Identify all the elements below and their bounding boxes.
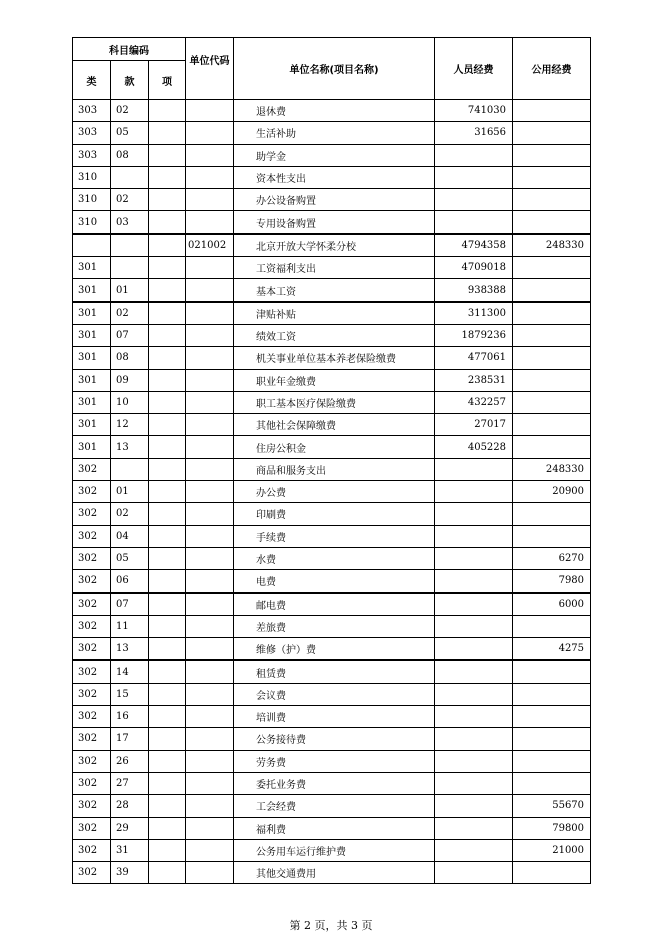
xiang-cell [149, 211, 186, 234]
table-row [73, 391, 591, 413]
lei-cell: 301 [73, 302, 111, 325]
xiang-cell [149, 369, 186, 391]
item-name-cell: 劳务费 [234, 750, 435, 772]
unit-code-cell [186, 302, 234, 325]
unit-code-cell [186, 728, 234, 750]
lei-cell: 301 [73, 347, 111, 369]
item-name-cell: 机关事业单位基本养老保险缴费 [234, 347, 435, 369]
personnel-cell: 432257 [435, 391, 513, 413]
table-row [73, 817, 591, 839]
unit-code-cell [186, 436, 234, 458]
public-cell: 248330 [513, 234, 591, 257]
unit-code-cell [186, 347, 234, 369]
xiang-cell [149, 100, 186, 122]
item-name-cell: 电费 [234, 570, 435, 593]
unit-code-cell [186, 706, 234, 728]
personnel-cell [435, 593, 513, 616]
lei-cell: 303 [73, 144, 111, 166]
personnel-cell [435, 525, 513, 547]
kuan-cell: 31 [111, 839, 149, 861]
public-cell [513, 525, 591, 547]
table-row [73, 750, 591, 772]
xiang-cell [149, 706, 186, 728]
table-body [73, 100, 591, 884]
table-row [73, 660, 591, 683]
kuan-cell [111, 166, 149, 188]
lei-cell: 303 [73, 100, 111, 122]
personnel-cell [435, 660, 513, 683]
public-cell [513, 750, 591, 772]
unit-code-cell [186, 503, 234, 525]
item-name-cell: 绩效工资 [234, 324, 435, 346]
xiang-cell [149, 750, 186, 772]
public-cell: 6000 [513, 593, 591, 616]
item-name-cell: 住房公积金 [234, 436, 435, 458]
unit-code-cell: 021002 [186, 234, 234, 257]
table-row [73, 706, 591, 728]
unit-code-cell [186, 166, 234, 188]
public-cell [513, 302, 591, 325]
xiang-cell [149, 458, 186, 480]
unit-code-cell [186, 122, 234, 144]
table-row [73, 234, 591, 257]
unit-code-cell [186, 862, 234, 884]
kuan-cell: 17 [111, 728, 149, 750]
personnel-cell: 1879236 [435, 324, 513, 346]
personnel-cell [435, 862, 513, 884]
lei-cell: 302 [73, 458, 111, 480]
unit-code-cell [186, 570, 234, 593]
personnel-cell: 405228 [435, 436, 513, 458]
lei-cell: 310 [73, 211, 111, 234]
personnel-cell: 4794358 [435, 234, 513, 257]
public-cell [513, 257, 591, 279]
kuan-cell [111, 458, 149, 480]
table-row [73, 593, 591, 616]
unit-code-cell [186, 100, 234, 122]
public-cell [513, 615, 591, 637]
personnel-cell: 27017 [435, 414, 513, 436]
personnel-cell [435, 839, 513, 861]
lei-cell: 302 [73, 706, 111, 728]
xiang-cell [149, 414, 186, 436]
table-row [73, 570, 591, 593]
unit-code-cell [186, 211, 234, 234]
unit-code-cell [186, 369, 234, 391]
kuan-cell: 28 [111, 795, 149, 817]
item-name-cell: 商品和服务支出 [234, 458, 435, 480]
item-name-cell: 福利费 [234, 817, 435, 839]
lei-cell: 302 [73, 547, 111, 569]
xiang-cell [149, 615, 186, 637]
unit-code-cell [186, 795, 234, 817]
public-cell [513, 324, 591, 346]
kuan-cell: 02 [111, 302, 149, 325]
personnel-cell [435, 728, 513, 750]
xiang-cell [149, 279, 186, 302]
xiang-cell [149, 144, 186, 166]
kuan-cell: 05 [111, 547, 149, 569]
table-row [73, 862, 591, 884]
item-name-cell: 委托业务费 [234, 772, 435, 794]
xiang-cell [149, 347, 186, 369]
kuan-cell: 07 [111, 593, 149, 616]
item-name-cell: 其他交通费用 [234, 862, 435, 884]
table-row [73, 638, 591, 661]
kuan-cell: 03 [111, 211, 149, 234]
table-row [73, 166, 591, 188]
lei-cell: 302 [73, 503, 111, 525]
subject-code-header: 科目编码 [73, 38, 186, 61]
table-row [73, 369, 591, 391]
item-name-cell: 专用设备购置 [234, 211, 435, 234]
xiang-header: 项 [149, 61, 186, 100]
lei-cell: 302 [73, 593, 111, 616]
kuan-cell: 29 [111, 817, 149, 839]
table-row [73, 525, 591, 547]
public-cell [513, 369, 591, 391]
kuan-cell: 10 [111, 391, 149, 413]
kuan-cell: 11 [111, 615, 149, 637]
kuan-cell: 06 [111, 570, 149, 593]
kuan-cell: 08 [111, 144, 149, 166]
kuan-cell: 13 [111, 436, 149, 458]
unit-code-cell [186, 817, 234, 839]
unit-code-cell [186, 660, 234, 683]
item-name-cell: 办公费 [234, 481, 435, 503]
table-row [73, 839, 591, 861]
public-cell [513, 660, 591, 683]
lei-cell: 310 [73, 166, 111, 188]
xiang-cell [149, 324, 186, 346]
lei-cell: 302 [73, 839, 111, 861]
xiang-cell [149, 302, 186, 325]
table-row [73, 100, 591, 122]
kuan-cell: 04 [111, 525, 149, 547]
table-row [73, 728, 591, 750]
personnel-cell [435, 683, 513, 705]
public-cell [513, 347, 591, 369]
personnel-cell [435, 795, 513, 817]
public-cell [513, 391, 591, 413]
item-name-cell: 工资福利支出 [234, 257, 435, 279]
lei-cell: 302 [73, 660, 111, 683]
lei-cell: 302 [73, 525, 111, 547]
unit-code-cell [186, 414, 234, 436]
unit-code-cell [186, 324, 234, 346]
personnel-cell: 741030 [435, 100, 513, 122]
table-row [73, 144, 591, 166]
xiang-cell [149, 772, 186, 794]
budget-table [72, 37, 591, 884]
kuan-cell: 13 [111, 638, 149, 661]
table-row [73, 302, 591, 325]
xiang-cell [149, 391, 186, 413]
public-cell: 6270 [513, 547, 591, 569]
xiang-cell [149, 839, 186, 861]
public-cell [513, 100, 591, 122]
lei-cell: 302 [73, 570, 111, 593]
public-cell: 4275 [513, 638, 591, 661]
item-name-cell: 差旅费 [234, 615, 435, 637]
xiang-cell [149, 189, 186, 211]
lei-cell: 301 [73, 436, 111, 458]
lei-cell: 301 [73, 257, 111, 279]
unit-code-cell [186, 772, 234, 794]
lei-cell: 302 [73, 728, 111, 750]
personnel-cell [435, 144, 513, 166]
personnel-cell: 477061 [435, 347, 513, 369]
public-cell [513, 706, 591, 728]
kuan-header: 款 [111, 61, 149, 100]
public-cell [513, 414, 591, 436]
table-row [73, 683, 591, 705]
table-row [73, 615, 591, 637]
kuan-cell: 02 [111, 503, 149, 525]
unit-code-cell [186, 481, 234, 503]
public-cell: 79800 [513, 817, 591, 839]
public-cell [513, 772, 591, 794]
lei-cell: 301 [73, 324, 111, 346]
xiang-cell [149, 683, 186, 705]
item-name-cell: 资本性支出 [234, 166, 435, 188]
personnel-cell: 4709018 [435, 257, 513, 279]
unit-code-cell [186, 615, 234, 637]
public-cell [513, 211, 591, 234]
kuan-cell: 16 [111, 706, 149, 728]
lei-cell: 302 [73, 481, 111, 503]
item-name-cell: 津贴补贴 [234, 302, 435, 325]
table-row [73, 503, 591, 525]
page-footer: 第 2 页，共 3 页 [289, 919, 373, 932]
kuan-cell: 39 [111, 862, 149, 884]
table-row [73, 414, 591, 436]
personnel-cell [435, 817, 513, 839]
public-cell [513, 122, 591, 144]
public-cell [513, 279, 591, 302]
kuan-cell: 02 [111, 189, 149, 211]
xiang-cell [149, 570, 186, 593]
lei-cell: 302 [73, 638, 111, 661]
kuan-cell: 01 [111, 481, 149, 503]
item-name-cell: 手续费 [234, 525, 435, 547]
xiang-cell [149, 660, 186, 683]
personnel-cell [435, 570, 513, 593]
kuan-cell: 12 [111, 414, 149, 436]
xiang-cell [149, 481, 186, 503]
lei-cell: 302 [73, 772, 111, 794]
lei-cell: 310 [73, 189, 111, 211]
item-name-cell: 退休费 [234, 100, 435, 122]
personnel-cell [435, 211, 513, 234]
lei-cell: 302 [73, 862, 111, 884]
table-row [73, 122, 591, 144]
unit-code-cell [186, 144, 234, 166]
item-name-cell: 印刷费 [234, 503, 435, 525]
kuan-cell: 15 [111, 683, 149, 705]
item-name-cell: 生活补助 [234, 122, 435, 144]
personnel-cell [435, 615, 513, 637]
xiang-cell [149, 795, 186, 817]
item-name-cell: 水费 [234, 547, 435, 569]
item-name-cell: 公务用车运行维护费 [234, 839, 435, 861]
personnel-cell [435, 189, 513, 211]
kuan-cell [111, 234, 149, 257]
public-cell [513, 728, 591, 750]
item-name-cell: 公务接待费 [234, 728, 435, 750]
kuan-cell: 02 [111, 100, 149, 122]
public-header: 公用经费 [513, 38, 591, 100]
kuan-cell: 27 [111, 772, 149, 794]
personnel-cell [435, 772, 513, 794]
lei-cell: 302 [73, 615, 111, 637]
lei-cell: 301 [73, 369, 111, 391]
item-name-cell: 北京开放大学怀柔分校 [234, 234, 435, 257]
unit-code-header: 单位代码 [186, 38, 234, 100]
item-name-cell: 基本工资 [234, 279, 435, 302]
personnel-cell [435, 503, 513, 525]
table-row [73, 436, 591, 458]
personnel-cell [435, 750, 513, 772]
table-row [73, 347, 591, 369]
public-cell [513, 683, 591, 705]
public-cell [513, 503, 591, 525]
personnel-cell [435, 481, 513, 503]
table-row [73, 481, 591, 503]
xiang-cell [149, 525, 186, 547]
table-row [73, 324, 591, 346]
unit-name-header: 单位名称(项目名称) [234, 38, 435, 100]
table-row [73, 458, 591, 480]
item-name-cell: 会议费 [234, 683, 435, 705]
kuan-cell: 07 [111, 324, 149, 346]
xiang-cell [149, 234, 186, 257]
public-cell [513, 189, 591, 211]
xiang-cell [149, 547, 186, 569]
lei-header: 类 [73, 61, 111, 100]
public-cell [513, 166, 591, 188]
lei-cell: 302 [73, 683, 111, 705]
personnel-header: 人员经费 [435, 38, 513, 100]
unit-code-cell [186, 391, 234, 413]
xiang-cell [149, 436, 186, 458]
table-row [73, 795, 591, 817]
table-row [73, 772, 591, 794]
unit-code-cell [186, 750, 234, 772]
unit-code-cell [186, 458, 234, 480]
lei-cell [73, 234, 111, 257]
lei-cell: 301 [73, 279, 111, 302]
personnel-cell: 938388 [435, 279, 513, 302]
public-cell: 20900 [513, 481, 591, 503]
personnel-cell: 238531 [435, 369, 513, 391]
lei-cell: 302 [73, 817, 111, 839]
unit-code-cell [186, 525, 234, 547]
public-cell [513, 144, 591, 166]
item-name-cell: 邮电费 [234, 593, 435, 616]
item-name-cell: 培训费 [234, 706, 435, 728]
unit-code-cell [186, 839, 234, 861]
public-cell: 248330 [513, 458, 591, 480]
public-cell: 7980 [513, 570, 591, 593]
personnel-cell [435, 638, 513, 661]
item-name-cell: 租赁费 [234, 660, 435, 683]
unit-code-cell [186, 593, 234, 616]
public-cell [513, 436, 591, 458]
item-name-cell: 维修（护）费 [234, 638, 435, 661]
xiang-cell [149, 817, 186, 839]
xiang-cell [149, 166, 186, 188]
xiang-cell [149, 593, 186, 616]
lei-cell: 303 [73, 122, 111, 144]
personnel-cell [435, 166, 513, 188]
item-name-cell: 职工基本医疗保险缴费 [234, 391, 435, 413]
public-cell: 55670 [513, 795, 591, 817]
lei-cell: 302 [73, 750, 111, 772]
kuan-cell: 08 [111, 347, 149, 369]
personnel-cell [435, 706, 513, 728]
personnel-cell: 311300 [435, 302, 513, 325]
lei-cell: 301 [73, 391, 111, 413]
kuan-cell: 01 [111, 279, 149, 302]
table-row [73, 547, 591, 569]
personnel-cell [435, 547, 513, 569]
kuan-cell: 14 [111, 660, 149, 683]
public-cell: 21000 [513, 839, 591, 861]
unit-code-cell [186, 547, 234, 569]
kuan-cell: 05 [111, 122, 149, 144]
item-name-cell: 职业年金缴费 [234, 369, 435, 391]
personnel-cell: 31656 [435, 122, 513, 144]
xiang-cell [149, 503, 186, 525]
xiang-cell [149, 862, 186, 884]
unit-code-cell [186, 257, 234, 279]
table-row [73, 211, 591, 234]
unit-code-cell [186, 189, 234, 211]
item-name-cell: 办公设备购置 [234, 189, 435, 211]
item-name-cell: 其他社会保障缴费 [234, 414, 435, 436]
xiang-cell [149, 728, 186, 750]
lei-cell: 301 [73, 414, 111, 436]
personnel-cell [435, 458, 513, 480]
xiang-cell [149, 122, 186, 144]
unit-code-cell [186, 279, 234, 302]
unit-code-cell [186, 683, 234, 705]
xiang-cell [149, 257, 186, 279]
lei-cell: 302 [73, 795, 111, 817]
kuan-cell: 26 [111, 750, 149, 772]
table-row [73, 257, 591, 279]
unit-code-cell [186, 638, 234, 661]
item-name-cell: 工会经费 [234, 795, 435, 817]
kuan-cell: 09 [111, 369, 149, 391]
public-cell [513, 862, 591, 884]
item-name-cell: 助学金 [234, 144, 435, 166]
xiang-cell [149, 638, 186, 661]
kuan-cell [111, 257, 149, 279]
table-row [73, 279, 591, 302]
table-row [73, 189, 591, 211]
